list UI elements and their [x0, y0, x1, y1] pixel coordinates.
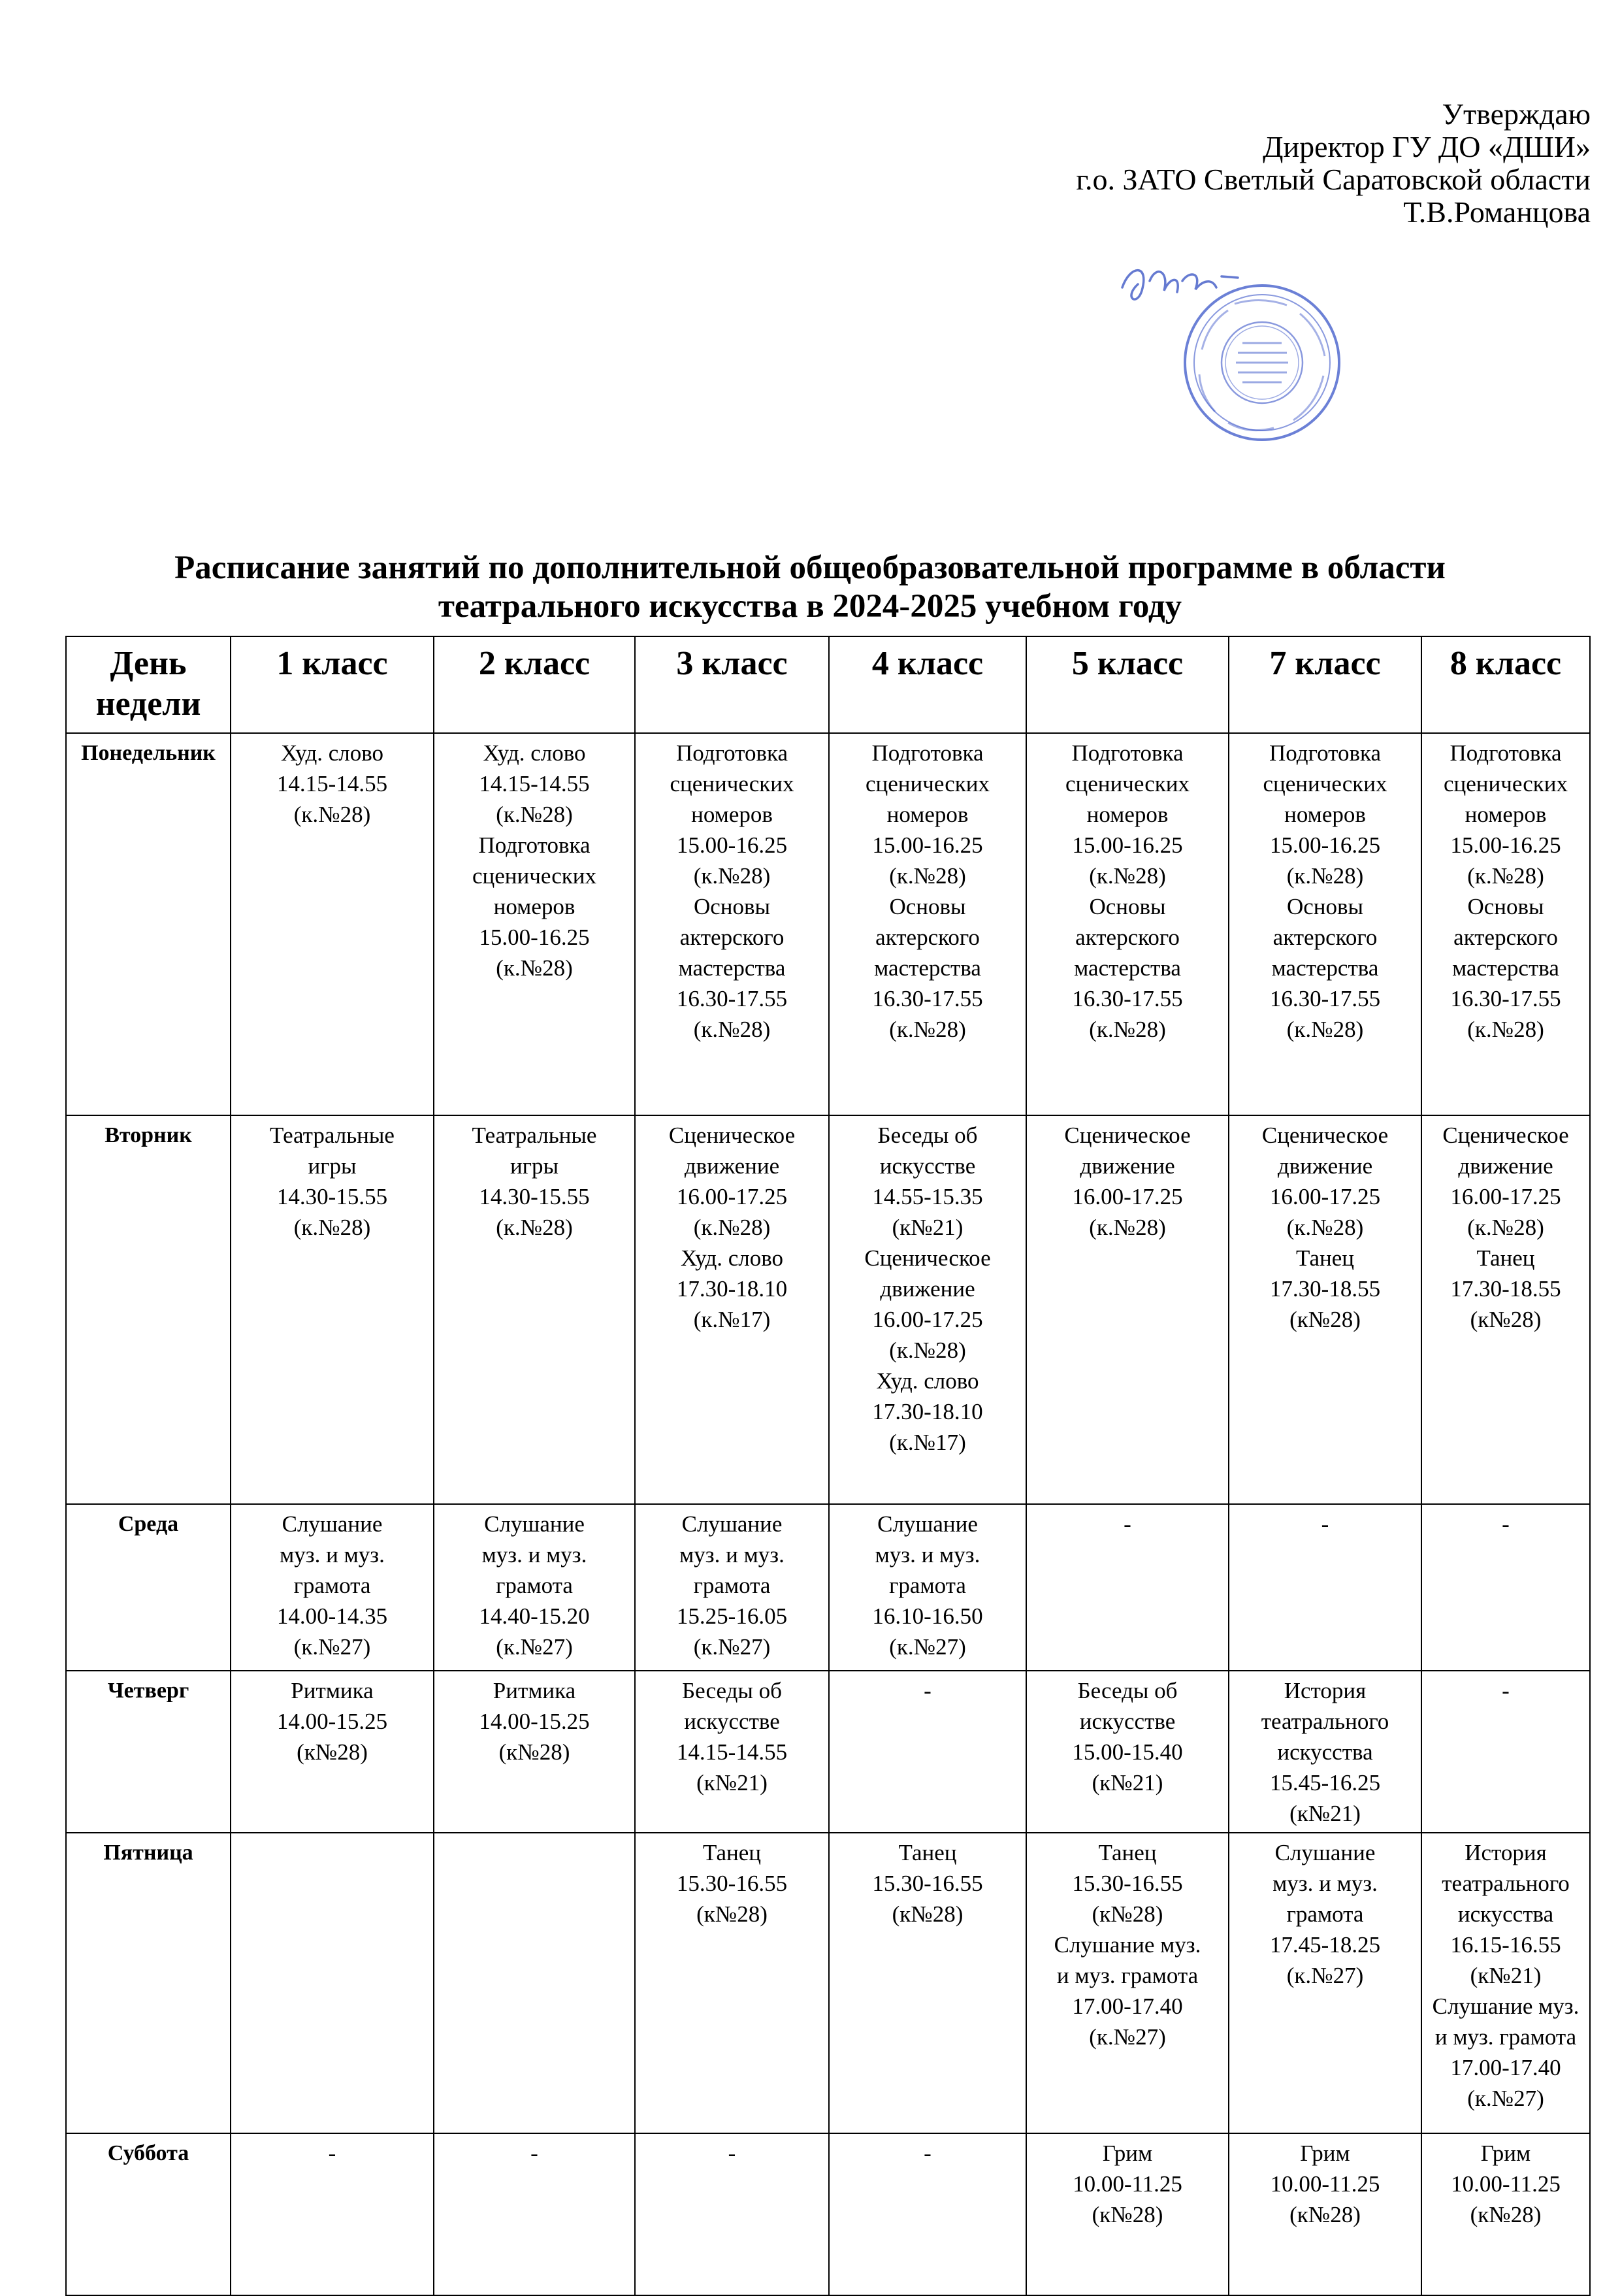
lesson-line: 15.45-16.25: [1269, 1770, 1381, 1796]
lesson-line: муз. и муз.: [280, 1542, 385, 1567]
lesson-line: мастерства: [678, 955, 786, 981]
lesson-line: движение: [1277, 1153, 1373, 1179]
lesson-line: 14.30-15.55: [276, 1184, 388, 1209]
lesson-cell: [635, 733, 829, 1115]
lesson-line: 16.00-17.25: [1269, 1184, 1381, 1209]
lesson-line: История: [1465, 1840, 1547, 1865]
lesson-line: Подготовка: [1071, 740, 1184, 766]
header-label: 2 класс: [478, 645, 591, 682]
lesson-line: Основы: [1286, 894, 1364, 919]
lesson-line: 14.00-15.25: [276, 1709, 388, 1734]
day-cell: Четверг: [66, 1671, 231, 1833]
lesson-cell: [1421, 2133, 1590, 2295]
lesson-cell: [1229, 1671, 1421, 1833]
lesson-line: 10.00-11.25: [1451, 2171, 1561, 2197]
lesson-line: (к.№27): [889, 1634, 966, 1660]
lesson-line: сценических: [865, 771, 990, 796]
day-cell: Среда: [66, 1504, 231, 1671]
lesson-line: Грим: [1102, 2140, 1153, 2166]
lesson-line: актерского: [1075, 925, 1180, 950]
lesson-line: Основы: [1467, 894, 1544, 919]
lesson-line: мастерства: [1074, 955, 1181, 981]
lesson-line: (к.№17): [693, 1307, 771, 1332]
lesson-cell: [231, 1115, 434, 1504]
lesson-line: мастерства: [1452, 955, 1559, 981]
lesson-line: (к.№27): [1089, 2024, 1166, 2050]
lesson-line: (к.№28): [496, 802, 573, 827]
lesson-cell: [635, 1115, 829, 1504]
lesson-line: Танец: [702, 1840, 762, 1865]
lesson-line: (к№21): [1289, 1801, 1361, 1826]
lesson-line: Театральные: [472, 1123, 597, 1148]
lesson-line: (к.№28): [1467, 863, 1544, 889]
lesson-line: Беседы об: [877, 1123, 978, 1148]
lesson-line: движение: [1458, 1153, 1553, 1179]
lesson-line: (к№28): [1289, 2202, 1361, 2227]
lesson-cell: [1421, 1115, 1590, 1504]
lesson-line: номеров: [691, 802, 773, 827]
signature-and-seal: [1104, 252, 1365, 467]
lesson-line: (к№21): [1470, 1963, 1542, 1988]
lesson-cell: [635, 2133, 829, 2295]
header-class: [635, 636, 829, 733]
lesson-line: (к.№28): [693, 863, 771, 889]
lesson-line: 14.15-14.55: [676, 1739, 788, 1765]
lesson-cell: [1026, 1671, 1229, 1833]
lesson-line: искусстве: [684, 1709, 780, 1734]
title-line-1: Расписание занятий по дополнительной общеобразовательной программе в области: [174, 549, 1446, 586]
table-row: [66, 1671, 1590, 1833]
lesson-line: искусстве: [1079, 1709, 1176, 1734]
lesson-line: (к№28): [1470, 2202, 1542, 2227]
lesson-line: (к.№28): [1467, 1215, 1544, 1240]
header-label: 1 класс: [276, 645, 388, 682]
lesson-line: 14.40-15.20: [479, 1603, 590, 1629]
lesson-line: (к.№28): [496, 955, 573, 981]
lesson-cell: [829, 1115, 1026, 1504]
lesson-line: 17.30-18.10: [676, 1276, 788, 1302]
lesson-line: 17.30-18.55: [1450, 1276, 1561, 1302]
lesson-line: (к.№28): [1286, 1017, 1364, 1042]
header-day: [66, 636, 231, 733]
lesson-line: 17.45-18.25: [1269, 1932, 1381, 1958]
lesson-cell: [434, 2133, 635, 2295]
lesson-line: актерского: [875, 925, 980, 950]
lesson-line: 17.30-18.10: [872, 1399, 983, 1424]
header-label: недели: [95, 685, 201, 723]
lesson-line: грамота: [1286, 1901, 1364, 1927]
lesson-line: Танец: [1476, 1245, 1535, 1271]
lesson-line: Театральные: [270, 1123, 395, 1148]
lesson-line: номеров: [886, 802, 969, 827]
lesson-cell: [829, 1671, 1026, 1833]
day-cell: Пятница: [66, 1833, 231, 2133]
lesson-line: (к.№27): [293, 1634, 371, 1660]
lesson-line: Сценическое: [1064, 1123, 1191, 1148]
lesson-line: (к№21): [696, 1770, 768, 1796]
lesson-cell: [1026, 1115, 1229, 1504]
lesson-cell: [829, 1504, 1026, 1671]
lesson-line: грамота: [889, 1573, 966, 1598]
lesson-line: -: [728, 2140, 736, 2166]
lesson-line: -: [924, 1678, 932, 1703]
lesson-line: (к№21): [892, 1215, 964, 1240]
lesson-line: 15.30-16.55: [1072, 1871, 1183, 1896]
lesson-line: движение: [684, 1153, 780, 1179]
lesson-line: 16.30-17.55: [1269, 986, 1381, 1011]
lesson-line: Слушание: [1274, 1840, 1376, 1865]
lesson-line: актерского: [679, 925, 785, 950]
lesson-line: (к№21): [1092, 1770, 1163, 1796]
lesson-line: (к.№28): [693, 1017, 771, 1042]
lesson-line: 15.00-16.25: [676, 832, 788, 858]
lesson-line: грамота: [693, 1573, 771, 1598]
lesson-line: Слушание: [877, 1511, 978, 1537]
lesson-line: номеров: [1086, 802, 1169, 827]
lesson-line: номеров: [493, 894, 575, 919]
lesson-line: 14.15-14.55: [276, 771, 388, 796]
lesson-cell: [829, 1833, 1026, 2133]
lesson-line: Ритмика: [291, 1678, 374, 1703]
lesson-line: театрального: [1261, 1709, 1389, 1734]
lesson-line: Подготовка: [676, 740, 788, 766]
lesson-line: 15.00-16.25: [1072, 832, 1183, 858]
lesson-line: 15.25-16.05: [676, 1603, 788, 1629]
table-row: [66, 733, 1590, 1115]
lesson-line: 15.00-16.25: [1450, 832, 1561, 858]
lesson-line: Основы: [1089, 894, 1166, 919]
lesson-line: Сценическое: [1442, 1123, 1569, 1148]
lesson-line: 16.15-16.55: [1450, 1932, 1561, 1958]
lesson-cell: [1026, 1833, 1229, 2133]
lesson-line: 17.00-17.40: [1450, 2055, 1561, 2080]
lesson-line: номеров: [1465, 802, 1547, 827]
lesson-line: 16.00-17.25: [676, 1184, 788, 1209]
lesson-line: и муз. грамота: [1056, 1963, 1199, 1988]
lesson-line: (к.№28): [1089, 1017, 1166, 1042]
lesson-line: 10.00-11.25: [1270, 2171, 1380, 2197]
lesson-cell: [434, 1833, 635, 2133]
lesson-line: -: [1321, 1511, 1329, 1537]
lesson-line: и муз. грамота: [1434, 2024, 1577, 2050]
lesson-cell: [1421, 1833, 1590, 2133]
lesson-line: -: [1124, 1511, 1131, 1537]
lesson-line: 15.00-15.40: [1072, 1739, 1183, 1765]
lesson-line: 17.00-17.40: [1072, 1993, 1183, 2019]
lesson-line: сценических: [1443, 771, 1568, 796]
approval-line: Т.В.Романцова: [1403, 195, 1591, 229]
lesson-line: (к.№28): [1467, 1017, 1544, 1042]
lesson-line: 14.00-15.25: [479, 1709, 590, 1734]
lesson-line: 16.30-17.55: [1450, 986, 1561, 1011]
lesson-line: 15.30-16.55: [676, 1871, 788, 1896]
schedule-table: [65, 636, 1591, 2296]
lesson-line: (к.№28): [293, 1215, 371, 1240]
lesson-line: (к№28): [696, 1901, 768, 1927]
lesson-line: (к№28): [1289, 1307, 1361, 1332]
lesson-line: актерского: [1453, 925, 1558, 950]
lesson-line: 16.00-17.25: [1072, 1184, 1183, 1209]
lesson-line: 16.30-17.55: [872, 986, 983, 1011]
lesson-line: Подготовка: [871, 740, 984, 766]
lesson-line: 16.30-17.55: [676, 986, 788, 1011]
lesson-line: (к№28): [1092, 1901, 1163, 1927]
lesson-line: актерского: [1272, 925, 1378, 950]
lesson-line: 14.15-14.55: [479, 771, 590, 796]
header-label: 5 класс: [1071, 645, 1184, 682]
header-class: [1026, 636, 1229, 733]
lesson-line: (к.№28): [889, 863, 966, 889]
lesson-line: искусства: [1457, 1901, 1554, 1927]
approval-line: Директор ГУ ДО «ДШИ»: [1263, 130, 1591, 163]
lesson-line: Танец: [898, 1840, 957, 1865]
lesson-cell: [1229, 1833, 1421, 2133]
lesson-line: Сценическое: [1261, 1123, 1389, 1148]
lesson-line: -: [1502, 1678, 1510, 1703]
lesson-line: сценических: [1065, 771, 1190, 796]
lesson-line: Ритмика: [493, 1678, 576, 1703]
lesson-line: Грим: [1480, 2140, 1531, 2166]
lesson-cell: [1229, 733, 1421, 1115]
header-label: 8 класс: [1450, 645, 1562, 682]
lesson-cell: [434, 1115, 635, 1504]
header-label: День: [110, 645, 187, 682]
lesson-line: 17.30-18.55: [1269, 1276, 1381, 1302]
lesson-line: -: [1502, 1511, 1510, 1537]
lesson-line: искусстве: [879, 1153, 976, 1179]
approval-line: Утверждаю: [1442, 97, 1591, 131]
table-row: [66, 1115, 1590, 1504]
lesson-line: Подготовка: [1450, 740, 1562, 766]
lesson-line: 14.30-15.55: [479, 1184, 590, 1209]
lesson-line: муз. и муз.: [875, 1542, 980, 1567]
lesson-cell: [829, 733, 1026, 1115]
lesson-cell: [635, 1671, 829, 1833]
table-row: [66, 1504, 1590, 1671]
lesson-line: Слушание: [484, 1511, 585, 1537]
lesson-line: Подготовка: [1269, 740, 1381, 766]
lesson-line: (к.№28): [1286, 1215, 1364, 1240]
lesson-line: -: [530, 2140, 538, 2166]
lesson-cell: [1421, 1671, 1590, 1833]
page-title: [0, 549, 1620, 626]
lesson-line: -: [328, 2140, 336, 2166]
table-header-row: [66, 636, 1590, 733]
lesson-line: Слушание муз.: [1054, 1932, 1201, 1958]
lesson-line: Беседы об: [1077, 1678, 1178, 1703]
lesson-cell: [1229, 1504, 1421, 1671]
lesson-line: Слушание: [282, 1511, 383, 1537]
lesson-line: муз. и муз.: [679, 1542, 785, 1567]
lesson-line: 16.30-17.55: [1072, 986, 1183, 1011]
lesson-line: 10.00-11.25: [1073, 2171, 1182, 2197]
lesson-cell: [231, 1833, 434, 2133]
lesson-cell: [1229, 1115, 1421, 1504]
lesson-line: (к.№28): [889, 1017, 966, 1042]
lesson-line: 15.00-16.25: [872, 832, 983, 858]
lesson-cell: [635, 1504, 829, 1671]
lesson-line: искусства: [1277, 1739, 1373, 1765]
lesson-line: (к.№28): [496, 1215, 573, 1240]
lesson-line: грамота: [496, 1573, 573, 1598]
lesson-line: (к№28): [297, 1739, 368, 1765]
lesson-line: движение: [1080, 1153, 1175, 1179]
lesson-line: Подготовка: [478, 832, 591, 858]
lesson-cell: [1421, 1504, 1590, 1671]
header-label: 7 класс: [1269, 645, 1381, 682]
approval-line: г.о. ЗАТО Светлый Саратовской области: [1076, 163, 1591, 196]
lesson-line: (к.№28): [1286, 863, 1364, 889]
lesson-line: Танец: [1295, 1245, 1355, 1271]
lesson-line: номеров: [1284, 802, 1366, 827]
lesson-line: игры: [308, 1153, 357, 1179]
lesson-line: Сценическое: [668, 1123, 796, 1148]
lesson-line: (к№28): [1092, 2202, 1163, 2227]
lesson-line: (к.№28): [693, 1215, 771, 1240]
lesson-line: 15.00-16.25: [1269, 832, 1381, 858]
lesson-line: Танец: [1098, 1840, 1157, 1865]
lesson-line: мастерства: [874, 955, 981, 981]
lesson-line: муз. и муз.: [481, 1542, 587, 1567]
lesson-line: (к.№28): [1089, 1215, 1166, 1240]
header-class: [1421, 636, 1590, 733]
lesson-cell: [1026, 1504, 1229, 1671]
lesson-line: 16.10-16.50: [872, 1603, 983, 1629]
lesson-line: История: [1284, 1678, 1367, 1703]
lesson-line: -: [924, 2140, 932, 2166]
lesson-cell: [1026, 733, 1229, 1115]
lesson-line: (к№28): [1470, 1307, 1542, 1332]
lesson-line: Худ. слово: [280, 740, 384, 766]
lesson-line: (к.№17): [889, 1430, 966, 1455]
lesson-line: 14.55-15.35: [872, 1184, 983, 1209]
lesson-line: 15.00-16.25: [479, 925, 590, 950]
header-class: [829, 636, 1026, 733]
lesson-cell: [231, 733, 434, 1115]
lesson-line: сценических: [670, 771, 794, 796]
lesson-cell: [231, 1504, 434, 1671]
lesson-line: сценических: [1263, 771, 1387, 796]
approval-block: [1076, 98, 1591, 229]
header-label: 4 класс: [871, 645, 984, 682]
lesson-cell: [434, 1671, 635, 1833]
header-label: 3 класс: [676, 645, 788, 682]
lesson-line: игры: [510, 1153, 559, 1179]
day-cell: Понедельник: [66, 733, 231, 1115]
lesson-line: (к.№27): [1467, 2086, 1544, 2111]
lesson-line: (к.№28): [1089, 863, 1166, 889]
lesson-line: (к.№27): [693, 1634, 771, 1660]
lesson-line: (к.№28): [889, 1337, 966, 1363]
lesson-line: Основы: [889, 894, 966, 919]
header-class: [231, 636, 434, 733]
lesson-cell: [1229, 2133, 1421, 2295]
lesson-cell: [1421, 733, 1590, 1115]
lesson-line: (к.№27): [1286, 1963, 1364, 1988]
header-class: [1229, 636, 1421, 733]
lesson-line: движение: [880, 1276, 975, 1302]
lesson-cell: [434, 1504, 635, 1671]
lesson-cell: [829, 2133, 1026, 2295]
lesson-line: Сценическое: [864, 1245, 991, 1271]
lesson-line: 16.00-17.25: [872, 1307, 983, 1332]
title-line-2: театрального искусства в 2024-2025 учебном году: [438, 588, 1182, 625]
lesson-cell: [231, 2133, 434, 2295]
lesson-line: Худ. слово: [680, 1245, 784, 1271]
lesson-line: Слушание муз.: [1432, 1993, 1580, 2019]
lesson-line: (к№28): [892, 1901, 964, 1927]
lesson-line: муз. и муз.: [1272, 1871, 1378, 1896]
lesson-line: Худ. слово: [483, 740, 586, 766]
lesson-cell: [635, 1833, 829, 2133]
table-row: [66, 2133, 1590, 2295]
lesson-line: 14.00-14.35: [276, 1603, 388, 1629]
lesson-line: Беседы об: [682, 1678, 782, 1703]
lesson-cell: [1026, 2133, 1229, 2295]
lesson-line: театрального: [1442, 1871, 1570, 1896]
lesson-cell: [231, 1671, 434, 1833]
day-cell: Суббота: [66, 2133, 231, 2295]
seal-stamp-icon: [1104, 252, 1365, 467]
lesson-line: Основы: [693, 894, 771, 919]
lesson-line: Худ. слово: [876, 1368, 979, 1394]
lesson-line: (к.№28): [293, 802, 371, 827]
lesson-line: грамота: [293, 1573, 371, 1598]
day-cell: Вторник: [66, 1115, 231, 1504]
lesson-line: Грим: [1300, 2140, 1350, 2166]
lesson-cell: [434, 733, 635, 1115]
header-class: [434, 636, 635, 733]
lesson-line: 15.30-16.55: [872, 1871, 983, 1896]
lesson-line: (к№28): [498, 1739, 570, 1765]
lesson-line: 16.00-17.25: [1450, 1184, 1561, 1209]
lesson-line: Слушание: [681, 1511, 783, 1537]
table-row: [66, 1833, 1590, 2133]
lesson-line: сценических: [472, 863, 597, 889]
lesson-line: мастерства: [1271, 955, 1379, 981]
lesson-line: (к.№27): [496, 1634, 573, 1660]
